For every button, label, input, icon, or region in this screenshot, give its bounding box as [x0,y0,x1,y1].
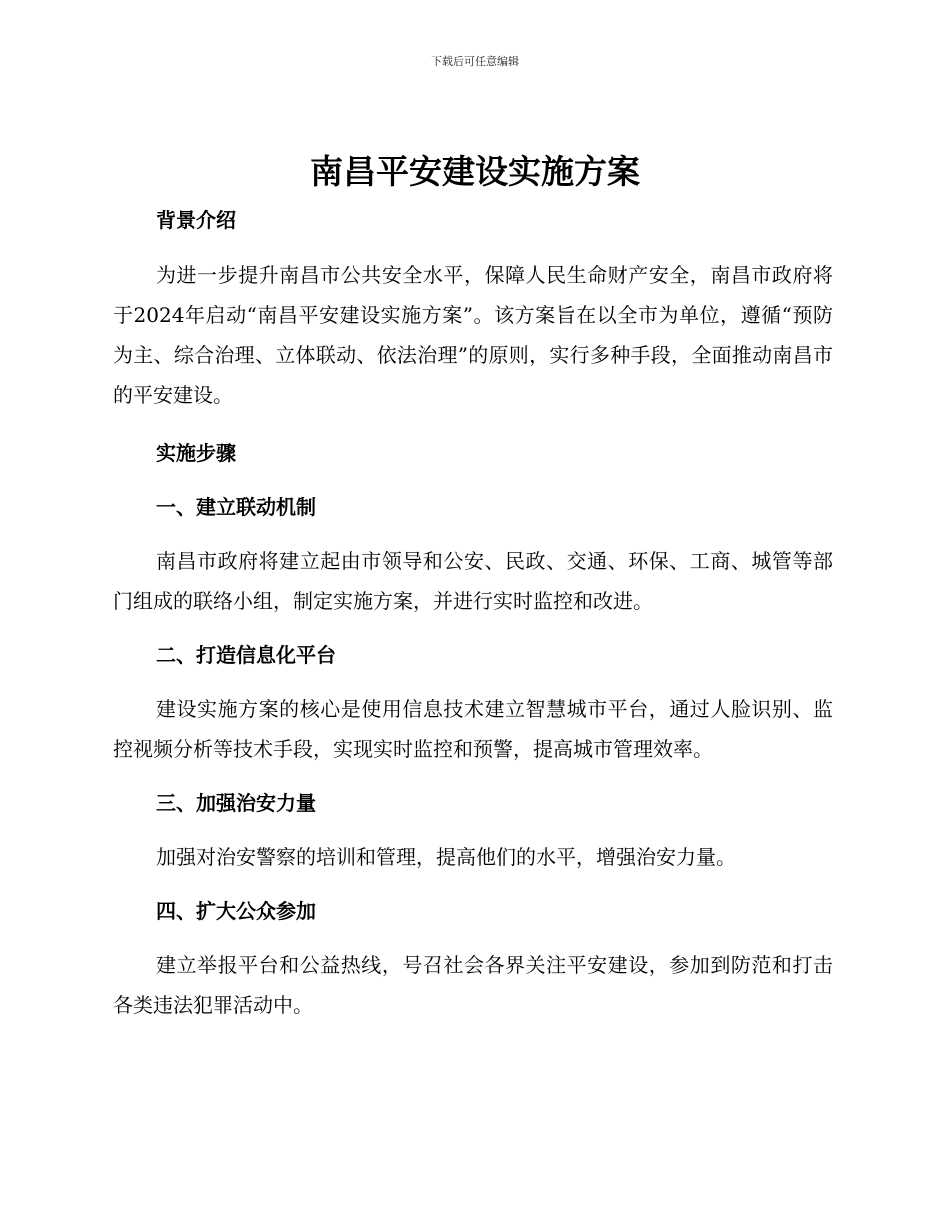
spacer [113,240,833,255]
spacer [113,877,833,891]
spacer [113,675,833,689]
paragraph-background: 为进一步提升南昌市公共安全水平，保障人民生命财产安全，南昌市政府将于2024年启动“南昌平安建设实施方案”。该方案旨在以全市为单位，遵循“预防为主、综合治理、立体联动、依法治理”的原则，实行多种手段，全面推动南昌市的平安建设。 [113,263,833,407]
spacer [113,823,833,837]
paragraph-step-1: 南昌市政府将建立起由市领导和公安、民政、交通、环保、工商、城管等部门组成的联络小组，制定实施方案，并进行实时监控和改进。 [113,549,833,613]
page-header-note: 下载后可任意编辑 [431,55,519,68]
spacer [113,415,833,433]
spacer [113,931,833,945]
section-heading-background: 背景介绍 [156,208,236,232]
section-heading-steps: 实施步骤 [156,441,236,465]
paragraph-step-2: 建设实施方案的核心是使用信息技术建立智慧城市平台，通过人脸识别、监控视频分析等技术手段，实现实时监控和预警，提高城市管理效率。 [113,697,833,761]
spacer [113,473,833,487]
document-title: 南昌平安建设实施方案 [310,152,640,191]
spacer [113,621,833,635]
paragraph-step-3: 加强对治安警察的培训和管理，提高他们的水平，增强治安力量。 [156,845,736,869]
step-heading-1: 一、建立联动机制 [156,495,316,519]
step-heading-3: 三、加强治安力量 [156,791,316,815]
paragraph-step-4: 建立举报平台和公益热线，号召社会各界关注平安建设，参加到防范和打击各类违法犯罪活动中。 [113,953,833,1017]
document-body [113,200,833,1025]
spacer [113,527,833,541]
step-heading-2: 二、打造信息化平台 [156,643,336,667]
spacer [113,769,833,783]
step-heading-4: 四、扩大公众参加 [156,899,316,923]
